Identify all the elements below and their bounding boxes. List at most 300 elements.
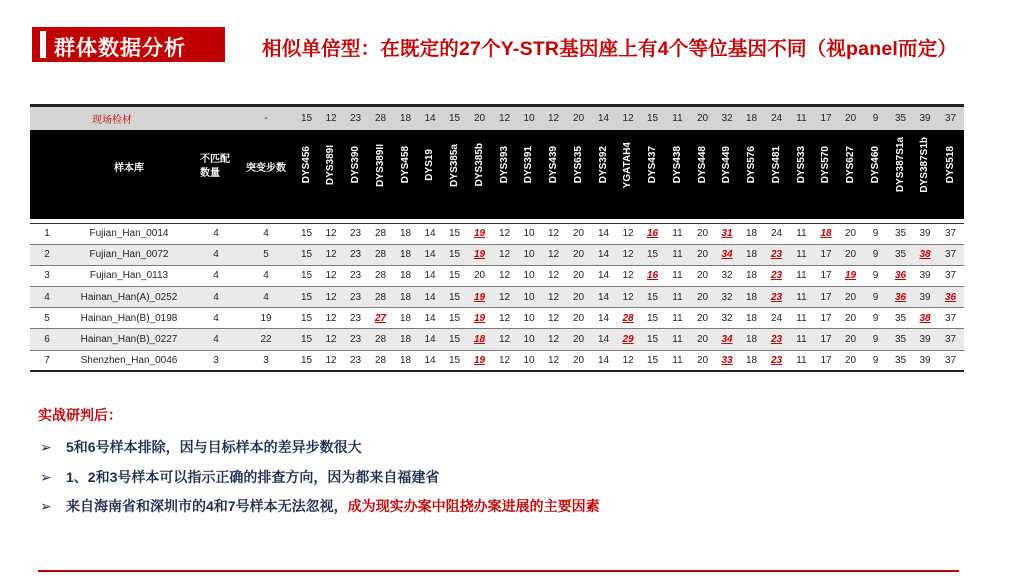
allele-cell: 20 bbox=[566, 308, 591, 329]
allele-cell: 18 bbox=[393, 287, 418, 308]
allele-cell: 20 bbox=[838, 308, 863, 329]
allele-cell: 11 bbox=[665, 287, 690, 308]
allele-cell: 12 bbox=[541, 329, 566, 350]
allele-cell: 23 bbox=[343, 287, 368, 308]
allele-cell: 14 bbox=[418, 308, 442, 329]
locus-label: DYS389II bbox=[374, 143, 386, 187]
allele-cell: 12 bbox=[541, 308, 566, 329]
locus-header-cell bbox=[319, 130, 343, 203]
row-index: 7 bbox=[30, 350, 64, 371]
table-row bbox=[30, 329, 964, 350]
sample-name: Fujian_Han_0014 bbox=[64, 223, 194, 244]
locus-label: DYS438 bbox=[671, 146, 683, 184]
allele-cell: 37 bbox=[937, 265, 964, 286]
table-row bbox=[30, 244, 964, 265]
mutation-steps: 4 bbox=[238, 223, 294, 244]
locus-header-cell bbox=[616, 130, 640, 203]
locus-header-cell bbox=[838, 130, 863, 203]
table-row bbox=[30, 265, 964, 286]
sample-name: Hainan_Han(B)_0227 bbox=[64, 329, 194, 350]
conclusion-heading: 实战研判后： bbox=[38, 407, 122, 423]
sample-name: Shenzhen_Han_0046 bbox=[64, 350, 194, 371]
allele-cell: 20 bbox=[838, 223, 863, 244]
ystr-table bbox=[30, 104, 964, 372]
allele-cell-different: 31 bbox=[715, 223, 739, 244]
scene-value-cell: 20 bbox=[690, 107, 715, 130]
locus-label: DYS390 bbox=[349, 146, 361, 184]
allele-cell: 39 bbox=[913, 287, 937, 308]
allele-cell: 18 bbox=[393, 308, 418, 329]
allele-cell-different: 19 bbox=[467, 308, 492, 329]
bullet-arrow-icon: ➢ bbox=[40, 469, 52, 485]
bullet-arrow-icon: ➢ bbox=[40, 439, 52, 455]
allele-cell: 23 bbox=[343, 308, 368, 329]
allele-cell: 15 bbox=[294, 308, 319, 329]
row-index: 5 bbox=[30, 308, 64, 329]
allele-cell: 15 bbox=[640, 350, 665, 371]
allele-cell: 37 bbox=[937, 308, 964, 329]
allele-cell: 18 bbox=[739, 329, 764, 350]
allele-cell: 15 bbox=[294, 265, 319, 286]
locus-label: DYS393 bbox=[498, 146, 510, 184]
allele-cell: 14 bbox=[418, 329, 442, 350]
allele-cell: 10 bbox=[517, 244, 541, 265]
header-mismatch bbox=[194, 130, 238, 203]
footer-rule bbox=[38, 570, 959, 572]
allele-cell: 15 bbox=[442, 244, 467, 265]
locus-label: DYS389I bbox=[325, 144, 336, 186]
mutation-steps: 19 bbox=[238, 308, 294, 329]
allele-cell: 10 bbox=[517, 308, 541, 329]
allele-cell: 12 bbox=[492, 244, 517, 265]
locus-label: DYS437 bbox=[646, 146, 658, 184]
locus-header-cell bbox=[467, 130, 492, 203]
scene-sample-row bbox=[30, 107, 964, 130]
allele-cell: 12 bbox=[319, 350, 343, 371]
allele-cell: 18 bbox=[739, 308, 764, 329]
locus-header-cell bbox=[393, 130, 418, 203]
allele-cell: 17 bbox=[814, 329, 838, 350]
allele-cell: 20 bbox=[690, 308, 715, 329]
allele-cell: 12 bbox=[616, 223, 640, 244]
table-row bbox=[30, 350, 964, 371]
allele-cell: 37 bbox=[937, 329, 964, 350]
locus-header-cell bbox=[442, 130, 467, 203]
allele-cell: 15 bbox=[640, 244, 665, 265]
scene-value-cell: 11 bbox=[789, 107, 814, 130]
allele-cell: 18 bbox=[393, 265, 418, 286]
allele-cell-different: 18 bbox=[467, 329, 492, 350]
allele-cell: 28 bbox=[368, 265, 393, 286]
scene-value-cell: 20 bbox=[467, 107, 492, 130]
allele-cell: 11 bbox=[665, 223, 690, 244]
allele-cell: 23 bbox=[343, 223, 368, 244]
allele-cell: 12 bbox=[541, 287, 566, 308]
allele-cell: 15 bbox=[294, 287, 319, 308]
mutation-steps: 5 bbox=[238, 244, 294, 265]
locus-header-cell bbox=[739, 130, 764, 203]
row-index: 3 bbox=[30, 265, 64, 286]
allele-cell-different: 23 bbox=[764, 350, 789, 371]
locus-header-cell bbox=[517, 130, 541, 203]
allele-cell: 11 bbox=[665, 265, 690, 286]
allele-cell: 17 bbox=[814, 308, 838, 329]
allele-cell: 20 bbox=[566, 265, 591, 286]
allele-cell: 20 bbox=[566, 287, 591, 308]
header-steps: 突变步数 bbox=[238, 130, 294, 203]
sample-name: Fujian_Han_0072 bbox=[64, 244, 194, 265]
locus-label: DYS392 bbox=[597, 146, 609, 184]
allele-cell: 11 bbox=[665, 308, 690, 329]
allele-cell: 12 bbox=[541, 350, 566, 371]
allele-cell: 14 bbox=[591, 265, 616, 286]
mismatch-count: 4 bbox=[194, 265, 238, 286]
allele-cell: 39 bbox=[913, 223, 937, 244]
locus-label: DYS385a bbox=[448, 143, 460, 187]
allele-cell: 35 bbox=[888, 308, 913, 329]
allele-cell: 17 bbox=[814, 244, 838, 265]
allele-cell: 23 bbox=[343, 350, 368, 371]
allele-cell-different: 23 bbox=[764, 329, 789, 350]
bullet-1-text: 5和6号样本排除，因与目标样本的差异步数很大 bbox=[66, 439, 362, 455]
allele-cell: 11 bbox=[789, 308, 814, 329]
allele-cell-different: 29 bbox=[616, 329, 640, 350]
bullet-2 bbox=[40, 467, 439, 487]
locus-header-cell bbox=[789, 130, 814, 203]
allele-cell: 20 bbox=[690, 265, 715, 286]
allele-cell: 28 bbox=[368, 244, 393, 265]
allele-cell: 11 bbox=[789, 287, 814, 308]
bullet-2-text: 1、2和3号样本可以指示正确的排查方向，因为都来自福建省 bbox=[66, 469, 440, 485]
allele-cell: 20 bbox=[690, 287, 715, 308]
bullet-3-highlight: 成为现实办案中阻挠办案进展的主要因素 bbox=[347, 498, 600, 514]
scene-value-cell: 24 bbox=[764, 107, 789, 130]
allele-cell-different: 23 bbox=[764, 287, 789, 308]
scene-value-cell: 12 bbox=[541, 107, 566, 130]
allele-cell-different: 28 bbox=[616, 308, 640, 329]
allele-cell-different: 16 bbox=[640, 223, 665, 244]
allele-cell: 14 bbox=[418, 265, 442, 286]
scene-value-cell: 39 bbox=[913, 107, 937, 130]
scene-value-cell: 10 bbox=[517, 107, 541, 130]
allele-cell: 23 bbox=[343, 244, 368, 265]
allele-cell: 14 bbox=[418, 287, 442, 308]
table-header-row bbox=[30, 130, 964, 203]
allele-cell: 9 bbox=[863, 287, 888, 308]
allele-cell: 15 bbox=[640, 308, 665, 329]
allele-cell: 9 bbox=[863, 265, 888, 286]
scene-empty-cell bbox=[194, 107, 238, 130]
locus-header-cell bbox=[368, 130, 393, 203]
scene-value-cell: 15 bbox=[442, 107, 467, 130]
locus-label: DYS456 bbox=[300, 146, 312, 184]
allele-cell: 10 bbox=[517, 329, 541, 350]
allele-cell: 12 bbox=[319, 329, 343, 350]
bullet-3 bbox=[40, 496, 600, 516]
scene-value-cell: 23 bbox=[343, 107, 368, 130]
allele-cell: 15 bbox=[442, 287, 467, 308]
locus-header-cell bbox=[715, 130, 739, 203]
locus-label: DYS19 bbox=[424, 149, 435, 181]
allele-cell-different: 38 bbox=[913, 244, 937, 265]
scene-value-cell: 20 bbox=[838, 107, 863, 130]
allele-cell: 11 bbox=[789, 329, 814, 350]
table-row bbox=[30, 223, 964, 244]
allele-cell: 12 bbox=[319, 265, 343, 286]
scene-value-cell: 32 bbox=[715, 107, 739, 130]
allele-cell: 10 bbox=[517, 287, 541, 308]
allele-cell: 37 bbox=[937, 244, 964, 265]
scene-value-cell: 28 bbox=[368, 107, 393, 130]
sample-name: Hainan_Han(A)_0252 bbox=[64, 287, 194, 308]
mismatch-count: 3 bbox=[194, 350, 238, 371]
title-accent-bar bbox=[40, 31, 46, 58]
allele-cell: 20 bbox=[838, 329, 863, 350]
mismatch-count: 4 bbox=[194, 329, 238, 350]
allele-cell: 17 bbox=[814, 265, 838, 286]
allele-cell-different: 36 bbox=[888, 287, 913, 308]
allele-cell: 18 bbox=[393, 244, 418, 265]
allele-cell: 20 bbox=[566, 223, 591, 244]
allele-cell: 15 bbox=[442, 350, 467, 371]
allele-cell: 12 bbox=[541, 265, 566, 286]
locus-header-cell bbox=[492, 130, 517, 203]
allele-cell: 35 bbox=[888, 329, 913, 350]
allele-cell: 32 bbox=[715, 265, 739, 286]
allele-cell: 9 bbox=[863, 329, 888, 350]
allele-cell: 12 bbox=[492, 287, 517, 308]
mismatch-count: 4 bbox=[194, 244, 238, 265]
allele-cell: 12 bbox=[319, 308, 343, 329]
allele-cell: 12 bbox=[492, 265, 517, 286]
allele-cell: 35 bbox=[888, 350, 913, 371]
header-library: 样本库 bbox=[64, 130, 194, 203]
allele-cell: 14 bbox=[591, 308, 616, 329]
allele-cell: 14 bbox=[591, 223, 616, 244]
allele-cell: 15 bbox=[294, 244, 319, 265]
locus-header-cell bbox=[418, 130, 442, 203]
locus-header-cell bbox=[591, 130, 616, 203]
table-row bbox=[30, 308, 964, 329]
scene-value-cell: 18 bbox=[393, 107, 418, 130]
allele-cell-different: 34 bbox=[715, 244, 739, 265]
allele-cell: 12 bbox=[492, 329, 517, 350]
locus-label: DYS449 bbox=[721, 146, 732, 184]
allele-cell: 18 bbox=[739, 350, 764, 371]
allele-cell: 12 bbox=[541, 223, 566, 244]
allele-cell: 14 bbox=[591, 350, 616, 371]
title-banner bbox=[32, 27, 225, 62]
locus-header-cell bbox=[888, 130, 913, 203]
allele-cell: 35 bbox=[888, 244, 913, 265]
allele-cell: 9 bbox=[863, 308, 888, 329]
scene-value-cell: 9 bbox=[863, 107, 888, 130]
locus-label: DYS533 bbox=[795, 146, 807, 184]
allele-cell: 39 bbox=[913, 265, 937, 286]
allele-cell: 20 bbox=[566, 350, 591, 371]
locus-header-cell bbox=[640, 130, 665, 203]
table-row bbox=[30, 287, 964, 308]
sample-name: Fujian_Han_0113 bbox=[64, 265, 194, 286]
allele-cell: 20 bbox=[566, 244, 591, 265]
locus-header-cell bbox=[690, 130, 715, 203]
allele-cell-different: 38 bbox=[913, 308, 937, 329]
allele-cell: 28 bbox=[368, 350, 393, 371]
allele-cell: 18 bbox=[739, 223, 764, 244]
allele-cell: 32 bbox=[715, 308, 739, 329]
allele-cell: 39 bbox=[913, 329, 937, 350]
allele-cell-different: 27 bbox=[368, 308, 393, 329]
allele-cell-different: 16 bbox=[640, 265, 665, 286]
allele-cell-different: 23 bbox=[764, 244, 789, 265]
mismatch-count: 4 bbox=[194, 287, 238, 308]
locus-header-cell bbox=[566, 130, 591, 203]
locus-header-cell bbox=[294, 130, 319, 203]
allele-cell: 14 bbox=[591, 287, 616, 308]
locus-label: DYS387S1a bbox=[894, 137, 906, 193]
locus-header-cell bbox=[541, 130, 566, 203]
allele-cell: 18 bbox=[393, 223, 418, 244]
allele-cell: 39 bbox=[913, 350, 937, 371]
allele-cell: 20 bbox=[467, 265, 492, 286]
allele-cell: 17 bbox=[814, 350, 838, 371]
allele-cell-different: 18 bbox=[814, 223, 838, 244]
locus-header-cell bbox=[913, 130, 937, 203]
allele-cell-different: 19 bbox=[467, 350, 492, 371]
allele-cell: 17 bbox=[814, 287, 838, 308]
allele-cell: 18 bbox=[739, 244, 764, 265]
allele-cell: 28 bbox=[368, 329, 393, 350]
row-index: 2 bbox=[30, 244, 64, 265]
allele-cell: 12 bbox=[319, 287, 343, 308]
allele-cell: 12 bbox=[319, 244, 343, 265]
header-mismatch-label: 不匹配数量 bbox=[200, 153, 230, 179]
allele-cell-different: 33 bbox=[715, 350, 739, 371]
locus-header-cell bbox=[814, 130, 838, 203]
mutation-steps: 4 bbox=[238, 265, 294, 286]
mismatch-count: 4 bbox=[194, 223, 238, 244]
allele-cell: 14 bbox=[591, 244, 616, 265]
allele-cell-different: 23 bbox=[764, 265, 789, 286]
locus-label: DYS570 bbox=[820, 146, 831, 184]
locus-label: DYS627 bbox=[844, 146, 856, 184]
mutation-steps: 3 bbox=[238, 350, 294, 371]
allele-cell-different: 19 bbox=[838, 265, 863, 286]
locus-label: DYS387S1b bbox=[919, 137, 930, 193]
allele-cell: 32 bbox=[715, 287, 739, 308]
allele-cell: 11 bbox=[665, 350, 690, 371]
locus-header-cell bbox=[665, 130, 690, 203]
scene-value-cell: 15 bbox=[640, 107, 665, 130]
allele-cell: 15 bbox=[294, 223, 319, 244]
allele-cell: 12 bbox=[616, 287, 640, 308]
allele-cell: 28 bbox=[368, 223, 393, 244]
allele-cell: 15 bbox=[442, 223, 467, 244]
allele-cell: 12 bbox=[616, 265, 640, 286]
locus-label: DYS460 bbox=[869, 146, 881, 184]
allele-cell: 9 bbox=[863, 223, 888, 244]
allele-cell: 15 bbox=[640, 329, 665, 350]
allele-cell: 12 bbox=[319, 223, 343, 244]
mismatch-count: 4 bbox=[194, 308, 238, 329]
scene-value-cell: 17 bbox=[814, 107, 838, 130]
allele-cell: 12 bbox=[541, 244, 566, 265]
allele-cell: 20 bbox=[838, 350, 863, 371]
row-index: 1 bbox=[30, 223, 64, 244]
allele-cell: 18 bbox=[739, 265, 764, 286]
allele-cell: 20 bbox=[690, 223, 715, 244]
allele-cell: 11 bbox=[665, 244, 690, 265]
locus-label: DYS391 bbox=[523, 146, 534, 184]
allele-cell: 20 bbox=[690, 350, 715, 371]
header-black-band bbox=[30, 203, 964, 219]
scene-value-cell: 12 bbox=[319, 107, 343, 130]
allele-cell: 15 bbox=[442, 329, 467, 350]
scene-value-cell: 11 bbox=[665, 107, 690, 130]
allele-cell: 18 bbox=[393, 329, 418, 350]
locus-label: DYS385b bbox=[473, 143, 485, 187]
allele-cell: 11 bbox=[665, 329, 690, 350]
scene-dash: - bbox=[238, 107, 294, 130]
allele-cell: 35 bbox=[888, 223, 913, 244]
bullet-arrow-icon: ➢ bbox=[40, 498, 52, 514]
allele-cell: 20 bbox=[838, 287, 863, 308]
allele-cell: 24 bbox=[764, 308, 789, 329]
allele-cell: 11 bbox=[789, 265, 814, 286]
scene-value-cell: 14 bbox=[591, 107, 616, 130]
allele-cell: 9 bbox=[863, 350, 888, 371]
allele-cell: 20 bbox=[690, 329, 715, 350]
allele-cell: 11 bbox=[789, 244, 814, 265]
bullet-1 bbox=[40, 437, 362, 457]
locus-label: DYS635 bbox=[572, 146, 584, 184]
scene-value-cell: 35 bbox=[888, 107, 913, 130]
sample-name: Hainan_Han(B)_0198 bbox=[64, 308, 194, 329]
allele-cell: 14 bbox=[418, 223, 442, 244]
mutation-steps: 4 bbox=[238, 287, 294, 308]
allele-cell: 10 bbox=[517, 265, 541, 286]
allele-cell: 12 bbox=[616, 350, 640, 371]
allele-cell: 20 bbox=[566, 329, 591, 350]
allele-cell: 23 bbox=[343, 265, 368, 286]
scene-value-cell: 12 bbox=[492, 107, 517, 130]
allele-cell: 9 bbox=[863, 244, 888, 265]
allele-cell: 15 bbox=[442, 308, 467, 329]
locus-label: DYS481 bbox=[770, 146, 782, 184]
allele-cell: 23 bbox=[343, 329, 368, 350]
allele-cell: 37 bbox=[937, 350, 964, 371]
locus-header-cell bbox=[343, 130, 368, 203]
allele-cell-different: 19 bbox=[467, 223, 492, 244]
allele-cell: 15 bbox=[640, 287, 665, 308]
allele-cell: 11 bbox=[789, 223, 814, 244]
scene-label: 现场检材 bbox=[30, 107, 194, 130]
allele-cell: 12 bbox=[492, 308, 517, 329]
scene-value-cell: 12 bbox=[616, 107, 640, 130]
page-title: 群体数据分析 bbox=[54, 37, 186, 60]
locus-header-cell bbox=[937, 130, 964, 203]
locus-label: DYS518 bbox=[944, 146, 956, 184]
allele-cell: 28 bbox=[368, 287, 393, 308]
allele-cell: 18 bbox=[393, 350, 418, 371]
allele-cell-different: 19 bbox=[467, 244, 492, 265]
allele-cell: 15 bbox=[294, 350, 319, 371]
allele-cell-different: 19 bbox=[467, 287, 492, 308]
allele-cell: 12 bbox=[492, 350, 517, 371]
ystr-table-container bbox=[30, 104, 961, 372]
allele-cell: 14 bbox=[418, 244, 442, 265]
allele-cell-different: 34 bbox=[715, 329, 739, 350]
